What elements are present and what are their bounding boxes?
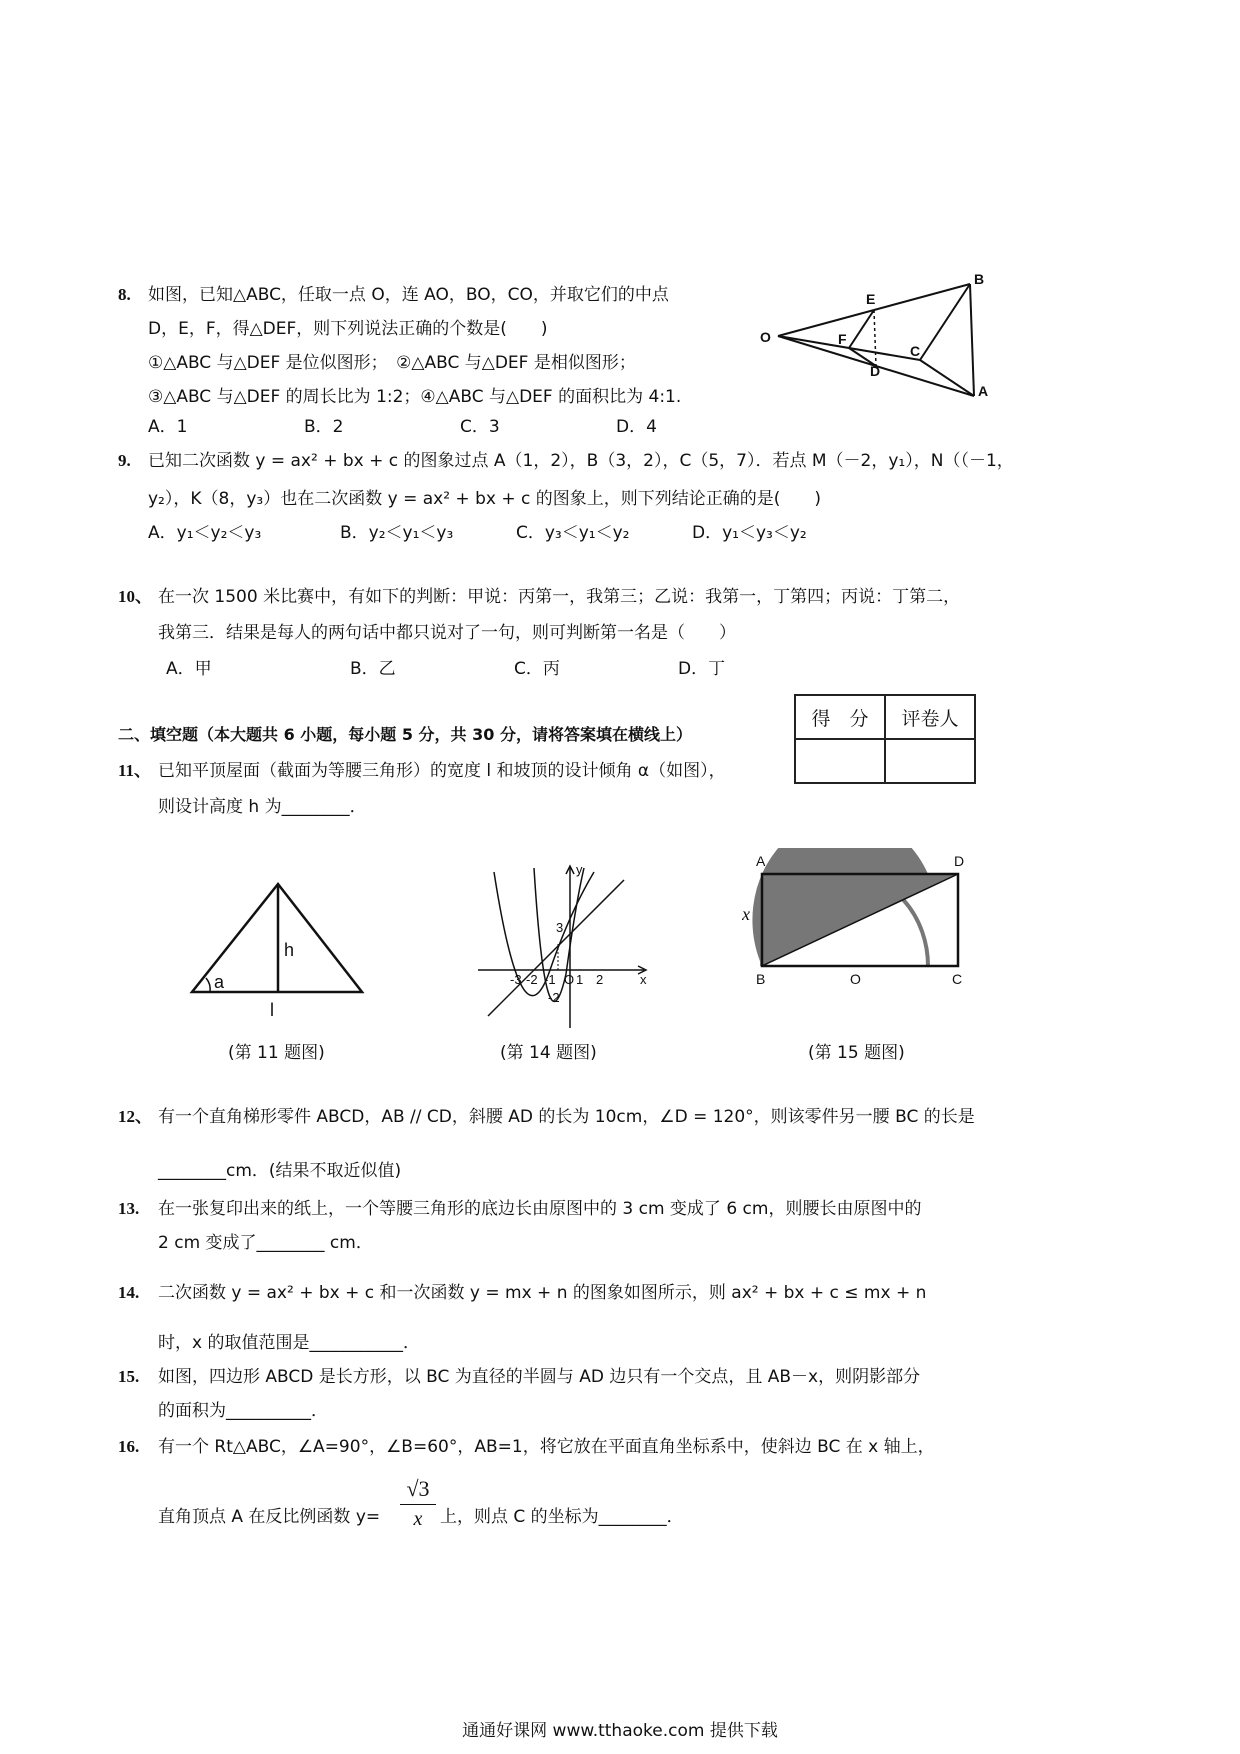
q15-label-o: O [850,971,861,987]
q16-fraction-denominator: x [413,1508,423,1530]
q10-number: 10、 [118,587,152,606]
q14-label-2: 2 [596,972,604,987]
q14-label-origin: O [564,972,575,987]
q8-line1: 如图，已知△ABC，任取一点 O，连 AO，BO，CO，并取它们的中点 [148,285,669,305]
q15-line2: 的面积为__________． [158,1401,328,1421]
q10-option-a: A．甲 [166,659,212,679]
q16-line2-start: 直角顶点 A 在反比例函数 y= [158,1507,381,1527]
q9-line2: y₂），K（8，y₃）也在二次函数 y = ax² + bx + c 的图象上，则下列结论正确的是( ) [148,489,821,509]
q14-label-neg1: -1 [544,972,556,987]
q15-label-c: C [952,971,963,987]
q16-fraction-numerator: √3 [400,1474,436,1505]
page-footer: 通通好课网 www.tthaoke.com 提供下载 [462,1721,778,1741]
q9-line1: 已知二次函数 y = ax² + bx + c 的图象过点 A（1，2），B（3，2），C（5，7）．若点 M（－2，y₁），N（（－1， [148,451,1014,471]
q8-number: 8. [118,285,131,304]
q14-label-3: 3 [556,920,564,935]
grader-header: 评卷人 [885,695,975,739]
q15-figure [742,848,982,988]
q8-line2: D，E，F，得△DEF，则下列说法正确的个数是( ) [148,319,548,339]
q14-caption: (第 14 题图) [500,1043,597,1063]
q8-option-b: B．2 [304,417,344,437]
q9-number: 9. [118,451,131,470]
q14-figure [474,862,654,1032]
q11-figure [186,866,372,1026]
q14-label-neg2: -2 [526,972,538,987]
q14-label-x: x [640,972,647,987]
q10-line1: 在一次 1500 米比赛中，有如下的判断：甲说：丙第一，我第三；乙说：我第一，丁第四；丙说：丁第二， [158,587,961,607]
grader-cell[interactable] [885,739,975,783]
q11-line1: 已知平顶屋面（截面为等腰三角形）的宽度 l 和坡顶的设计倾角 α（如图）， [158,761,726,781]
q11-label-h: h [284,940,295,960]
q15-label-a: A [756,853,766,869]
q11-caption: (第 11 题图) [228,1043,325,1063]
q14-number: 14. [118,1283,140,1302]
score-table [794,694,976,784]
q8-label-o: O [760,329,771,345]
q10-line2: 我第三．结果是每人的两句话中都只说对了一句，则可判断第一名是（ ） [158,623,736,643]
q14-label-yneg2: -2 [548,990,560,1005]
q16-line2-end: 上，则点 C 的坐标为________． [440,1507,684,1527]
q8-label-e: E [866,291,876,307]
q15-line1: 如图，四边形 ABCD 是长方形，以 BC 为直径的半圆与 AD 边只有一个交点，且 AB－x，则阴影部分 [158,1367,921,1387]
q15-label-x: x [742,904,750,924]
q8-label-c: C [910,343,921,359]
q8-label-d: D [870,363,881,379]
q13-line1: 在一张复印出来的纸上，一个等腰三角形的底边长由原图中的 3 cm 变成了 6 cm，则腰长由原图中的 [158,1199,922,1219]
q9-option-c: C．y₃＜y₁＜y₂ [516,523,630,543]
q16-fraction [400,1474,436,1533]
q8-figure [752,272,1002,412]
q12-number: 12、 [118,1107,152,1126]
q8-line4: ③△ABC 与△DEF 的周长比为 1:2；④△ABC 与△DEF 的面积比为 4:1. [148,387,682,407]
q9-option-d: D．y₁＜y₃＜y₂ [692,523,807,543]
q10-option-b: B．乙 [350,659,396,679]
q8-label-f: F [838,331,847,347]
q9-option-b: B．y₂＜y₁＜y₃ [340,523,454,543]
q16-number: 16. [118,1437,140,1456]
q10-option-c: C．丙 [514,659,560,679]
q14-label-1: 1 [576,972,584,987]
score-cell[interactable] [795,739,885,783]
q8-label-b: B [974,272,985,287]
q13-number: 13. [118,1199,140,1218]
q8-option-c: C．3 [460,417,500,437]
q8-option-d: D．4 [616,417,657,437]
q11-label-a: a [214,972,225,992]
q13-line2: 2 cm 变成了________ cm． [158,1233,373,1253]
q12-line1: 有一个直角梯形零件 ABCD，AB // CD，斜腰 AD 的长为 10cm，∠D = 120°，则该零件另一腰 BC 的长是 [158,1107,975,1127]
q8-label-a: A [978,383,989,399]
q12-line2: ________cm．(结果不取近似值) [158,1161,402,1181]
section2-title: 二、填空题（本大题共 6 小题，每小题 5 分，共 30 分，请将答案填在横线上） [118,725,692,744]
q11-line2: 则设计高度 h 为________． [158,797,367,817]
q14-label-y: y [576,862,583,877]
q8-option-a: A．1 [148,417,188,437]
q16-line1: 有一个 Rt△ABC，∠A=90°，∠B=60°，AB=1，将它放在平面直角坐标系中，使斜边 BC 在 x 轴上， [158,1437,935,1457]
q15-caption: (第 15 题图) [808,1043,905,1063]
q14-line2: 时，x 的取值范围是___________． [158,1333,420,1353]
q8-line3: ①△ABC 与△DEF 是位似图形； ②△ABC 与△DEF 是相似图形； [148,353,636,373]
q10-option-d: D．丁 [678,659,726,679]
q15-number: 15. [118,1367,140,1386]
q14-label-neg3: -3 [510,972,522,987]
q15-label-b: B [756,971,766,987]
q11-number: 11、 [118,761,152,780]
q9-option-a: A．y₁＜y₂＜y₃ [148,523,262,543]
q11-label-l: l [270,1000,274,1020]
q14-line1: 二次函数 y = ax² + bx + c 和一次函数 y = mx + n 的图象如图所示，则 ax² + bx + c ≤ mx + n [158,1283,927,1303]
q15-label-d: D [954,853,965,869]
score-header: 得 分 [795,695,885,739]
